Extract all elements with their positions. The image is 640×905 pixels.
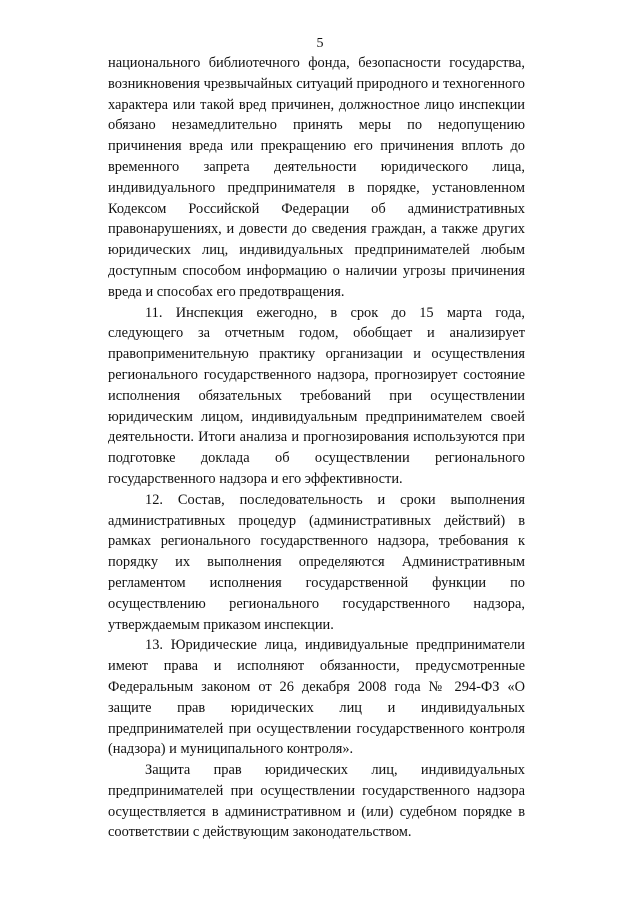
paragraph-continuation: национального библиотечного фонда, безопасности государства, возникновения чрезвычайных ситуаций природного и техногенного характера или такой вред причинен, должностное лицо инспекции обязано незамедлительно принять меры по недопущению причинения вреда или прекращению его причинения вплоть до временного запрета деятельности юридического лица, индивидуального предпринимателя в порядке, установленном Кодексом Российской Федерации об административных правонарушениях, и довести до сведения граждан, а также других юридических лиц, индивидуальных предпринимателей любым доступным способом информацию о наличии угрозы причинения вреда и способах его предотвращения. [108,55,525,300]
paragraph-item-12: 12. Состав, последовательность и сроки выполнения административных процедур (административных действий) в рамках регионального государственного надзора, требования к порядку их выполнения определяются Административным регламентом исполнения государственной функции по осуществлению регионального государственного надзора, утверждаемым приказом инспекции. [108,491,525,633]
paragraph-item-11: 11. Инспекция ежегодно, в срок до 15 марта года, следующего за отчетным годом, обобщает и анализирует правоприменительную практику организации и осуществления регионального государственного надзора, прогнозирует состояние исполнения обязательных требований при осуществлении юридическим лицом, индивидуальным предпринимателем своей деятельности. Итоги анализа и прогнозирования используются при подготовке доклада об осуществлении регионального государственного надзора и его эффективности. [108,304,525,487]
paragraph-item-13: 13. Юридические лица, индивидуальные предприниматели имеют права и исполняют обязанности, предусмотренные Федеральным законом от 26 декабря 2008 года № 294-ФЗ «О защите прав юридических лиц и индивидуальных предпринимателей при осуществлении государственного контроля (надзора) и муниципального контроля». [108,637,525,758]
paragraph-rights-protection: Защита прав юридических лиц, индивидуальных предпринимателей при осуществлении государственного надзора осуществляется в административном и (или) судебном порядке в соответствии с действующим законодательством. [108,762,525,841]
document-body [108,53,525,843]
page-number: 5 [316,36,324,51]
